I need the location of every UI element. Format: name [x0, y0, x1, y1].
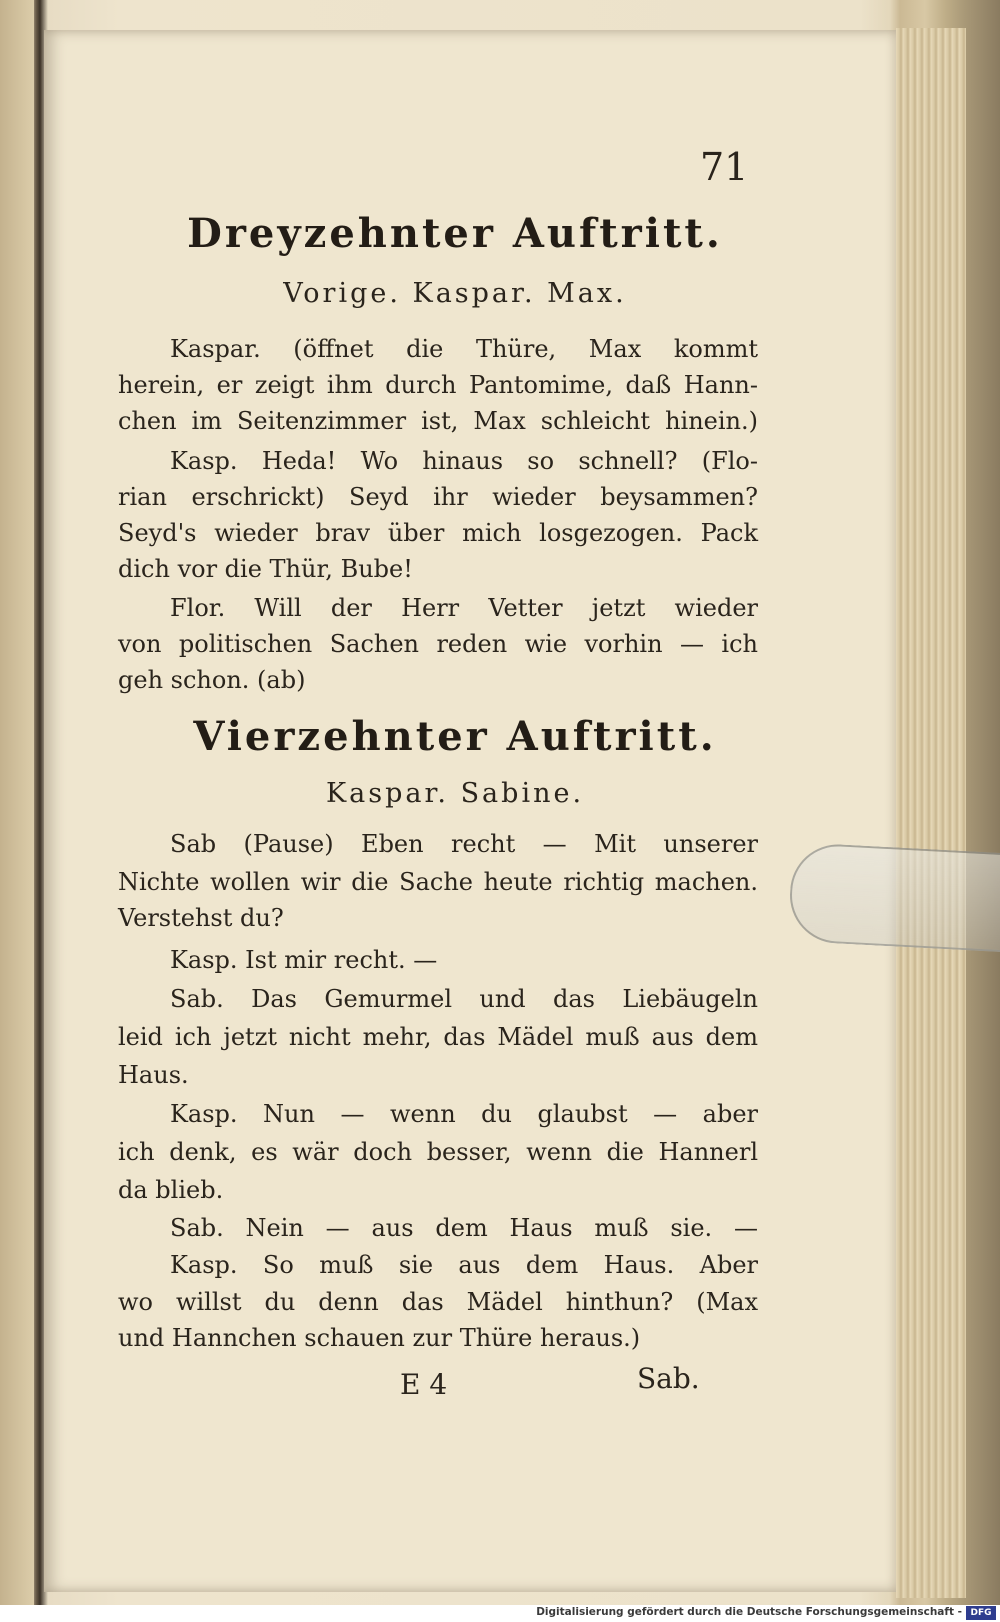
text-line: leid ich jetzt nicht mehr, das Mädel muß aus dem — [118, 1023, 758, 1051]
text-line: und Hannchen schauen zur Thüre heraus.) — [118, 1324, 641, 1352]
book-page — [44, 30, 896, 1592]
text-line: Kaspar. (öffnet die Thüre, Max kommt — [170, 335, 758, 363]
footer-credit: Digitalisierung gefördert durch die Deutsche Forschungsgemeinschaft - — [536, 1606, 962, 1618]
text-line: Verstehst du? — [118, 904, 284, 932]
text-line: Seyd's wieder brav über mich losgezogen. Pack — [118, 519, 758, 547]
text-line: von politischen Sachen reden wie vorhin — ich — [118, 630, 758, 658]
text-line: Flor. Will der Herr Vetter jetzt wieder — [170, 594, 758, 622]
text-line: da blieb. — [118, 1176, 224, 1204]
text-line: rian erschrickt) Seyd ihr wieder beysammen? — [118, 483, 758, 511]
text-line: Sab (Pause) Eben recht — Mit unserer — [170, 830, 758, 858]
text-line: Nichte wollen wir die Sache heute richtig machen. — [118, 868, 758, 896]
text-line: Haus. — [118, 1061, 189, 1089]
page-number: 71 — [700, 145, 749, 189]
text-line: Kasp. Heda! Wo hinaus so schnell? (Flo- — [170, 447, 758, 475]
catchword: Sab. — [637, 1362, 700, 1395]
page-clip — [788, 842, 1000, 953]
text-line: wo willst du denn das Mädel hinthun? (Max — [118, 1288, 758, 1316]
text-line: ich denk, es wär doch besser, wenn die Hannerl — [118, 1138, 758, 1166]
scene-14-heading: Vierzehnter Auftritt. — [193, 713, 717, 760]
text-line: dich vor die Thür, Bube! — [118, 555, 413, 583]
text-line: Kasp. Ist mir recht. — — [170, 946, 438, 974]
text-line: Kasp. So muß sie aus dem Haus. Aber — [170, 1251, 758, 1279]
text-line: geh schon. (ab) — [118, 666, 306, 694]
text-line: Kasp. Nun — wenn du glaubst — aber — [170, 1100, 758, 1128]
text-line: Sab. Das Gemurmel und das Liebäugeln — [170, 985, 758, 1013]
scene-13-heading: Dreyzehnter Auftritt. — [187, 210, 723, 257]
left-page-edge — [0, 0, 34, 1605]
text-line: chen im Seitenzimmer ist, Max schleicht hinein.) — [118, 407, 758, 435]
scene-14-cast: Kaspar. Sabine. — [325, 778, 585, 809]
signature-mark: E 4 — [400, 1368, 448, 1401]
page-edges — [896, 28, 966, 1598]
scene-13-cast: Vorige. Kaspar. Max. — [283, 278, 627, 309]
text-line: Sab. Nein — aus dem Haus muß sie. — — [170, 1214, 758, 1242]
dfg-logo: DFG — [966, 1606, 996, 1620]
text-line: herein, er zeigt ihm durch Pantomime, daß Hann- — [118, 371, 758, 399]
